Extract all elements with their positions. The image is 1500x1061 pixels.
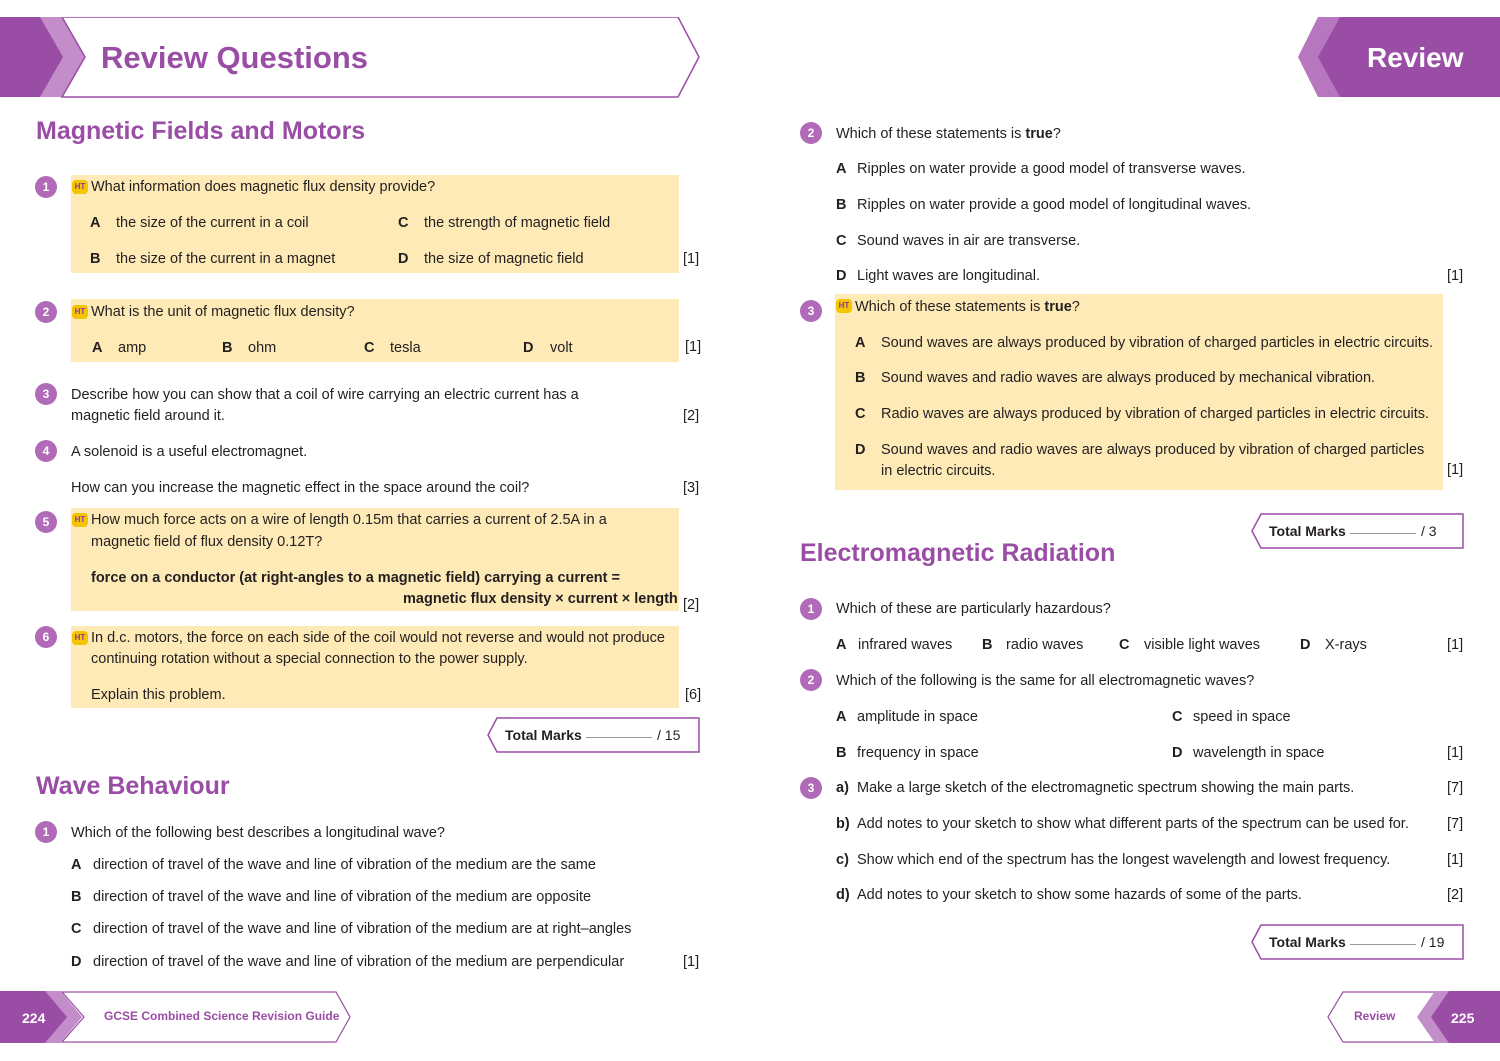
section-title-magnetic-fields: Magnetic Fields and Motors — [36, 117, 366, 145]
option-text: X-rays — [1325, 637, 1367, 653]
option-letter: D — [398, 251, 409, 267]
marks: [2] — [683, 408, 700, 424]
option-letter: B — [836, 197, 847, 213]
marks: [1] — [683, 954, 700, 970]
question-text: What information does magnetic flux density provide? — [91, 179, 436, 195]
book-title: GCSE Combined Science Revision Guide — [104, 1009, 340, 1023]
option-letter: c) — [836, 852, 849, 868]
option-text: direction of travel of the wave and line of vibration of the medium are perpendicular — [93, 954, 625, 970]
question-number: 5 — [35, 511, 57, 533]
question-text: Which of the following is the same for all electromagnetic waves? — [836, 673, 1255, 689]
marks: [1] — [683, 251, 700, 267]
option-text: amplitude in space — [857, 709, 978, 725]
option-letter: A — [855, 335, 866, 351]
option-letter: D — [836, 268, 847, 284]
option-letter: D — [855, 442, 866, 458]
formula-text: force on a conductor (at right-angles to a magnetic field) carrying a current = — [91, 570, 620, 586]
option-letter: C — [855, 406, 866, 422]
ht-badge-icon: HT — [72, 305, 88, 319]
total-marks-line — [586, 737, 652, 738]
option-letter: D — [523, 340, 534, 356]
option-letter: A — [836, 161, 847, 177]
option-letter: B — [855, 370, 866, 386]
option-letter: B — [71, 889, 82, 905]
option-text: frequency in space — [857, 745, 979, 761]
wb-q3-highlight — [835, 294, 1443, 490]
option-text: direction of travel of the wave and line of vibration of the medium are opposite — [93, 889, 592, 905]
question-text: Which of these statements is true? — [855, 299, 1080, 315]
question-number: 3 — [800, 300, 822, 322]
marks: [1] — [1447, 637, 1464, 653]
option-letter: d) — [836, 887, 850, 903]
option-letter: B — [982, 637, 993, 653]
total-marks-label: Total Marks — [1269, 934, 1346, 950]
option-text: Sound waves and radio waves are always produced by vibration of charged particles — [881, 442, 1425, 458]
question-text: Add notes to your sketch to show some hazards of some of the parts. — [857, 887, 1302, 903]
ht-badge-icon: HT — [836, 299, 852, 313]
right-header-title: Review — [1367, 42, 1464, 73]
question-number: 2 — [800, 122, 822, 144]
page-number: 224 — [22, 1010, 46, 1026]
question-text: Add notes to your sketch to show what different parts of the spectrum can be used for. — [857, 816, 1409, 832]
option-letter: D — [71, 954, 82, 970]
question-text: magnetic field around it. — [71, 408, 225, 424]
question-number: 1 — [35, 821, 57, 843]
option-text: amp — [118, 340, 147, 356]
question-number: 2 — [35, 301, 57, 323]
marks: [6] — [685, 687, 702, 703]
option-letter: B — [836, 745, 847, 761]
formula-text: magnetic flux density × current × length — [403, 591, 678, 607]
total-marks-label: Total Marks — [1269, 523, 1346, 539]
question-text: Explain this problem. — [91, 687, 226, 703]
total-marks-box — [1251, 924, 1464, 960]
option-letter: B — [222, 340, 233, 356]
option-text: Ripples on water provide a good model of longitudinal waves. — [857, 197, 1252, 213]
question-text: What is the unit of magnetic flux density? — [91, 304, 355, 320]
question-text: Describe how you can show that a coil of wire carrying an electric current has a — [71, 387, 579, 403]
question-number: 1 — [800, 598, 822, 620]
question-number: 3 — [800, 777, 822, 799]
question-text: How can you increase the magnetic effect in the space around the coil? — [71, 480, 530, 496]
total-marks-line — [1350, 944, 1416, 945]
option-letter: D — [1300, 637, 1311, 653]
total-marks-value: / 3 — [1421, 523, 1437, 539]
option-letter: A — [90, 215, 101, 231]
option-letter: D — [1172, 745, 1183, 761]
marks: [1] — [1447, 852, 1464, 868]
marks: [2] — [683, 597, 700, 613]
ht-badge-icon: HT — [72, 180, 88, 194]
total-marks-box — [487, 717, 700, 753]
option-text: the size of the current in a coil — [116, 215, 309, 231]
option-letter: a) — [836, 780, 849, 796]
option-text: volt — [550, 340, 573, 356]
question-number: 3 — [35, 383, 57, 405]
option-text: visible light waves — [1144, 637, 1261, 653]
option-letter: A — [836, 637, 847, 653]
option-text: Sound waves in air are transverse. — [857, 233, 1081, 249]
question-number: 6 — [35, 626, 57, 648]
ht-badge-icon: HT — [72, 631, 88, 645]
marks: [1] — [1447, 745, 1464, 761]
option-text: tesla — [390, 340, 421, 356]
option-letter: C — [1119, 637, 1130, 653]
marks: [1] — [1447, 268, 1464, 284]
ht-badge-icon: HT — [72, 513, 88, 527]
total-marks-value: / 15 — [657, 727, 681, 743]
option-text: radio waves — [1006, 637, 1084, 653]
marks: [3] — [683, 480, 700, 496]
option-text: the strength of magnetic field — [424, 215, 611, 231]
option-text: the size of magnetic field — [424, 251, 584, 267]
question-text: Which of these are particularly hazardous? — [836, 601, 1111, 617]
question-number: 4 — [35, 440, 57, 462]
option-letter: B — [90, 251, 101, 267]
question-text: continuing rotation without a special connection to the power supply. — [91, 651, 528, 667]
option-text: direction of travel of the wave and line of vibration of the medium are the same — [93, 857, 596, 873]
option-letter: C — [364, 340, 375, 356]
option-letter: A — [71, 857, 82, 873]
option-letter: C — [398, 215, 409, 231]
option-text: speed in space — [1193, 709, 1291, 725]
marks: [7] — [1447, 780, 1464, 796]
question-text: A solenoid is a useful electromagnet. — [71, 444, 308, 460]
total-marks-line — [1350, 533, 1416, 534]
section-title-electromagnetic-radiation: Electromagnetic Radiation — [800, 539, 1116, 567]
question-number: 2 — [800, 669, 822, 691]
page-title: Review Questions — [101, 40, 369, 75]
question-text: In d.c. motors, the force on each side of the coil would not reverse and would not produce — [91, 630, 665, 646]
option-text: Sound waves and radio waves are always produced by mechanical vibration. — [881, 370, 1376, 386]
footer-review-label: Review — [1354, 1009, 1396, 1023]
marks: [1] — [1447, 462, 1464, 478]
marks: [1] — [685, 339, 702, 355]
option-letter: A — [92, 340, 103, 356]
total-marks-box — [1251, 513, 1464, 549]
question-text: Which of these statements is true? — [836, 126, 1061, 142]
option-text: wavelength in space — [1193, 745, 1325, 761]
option-text: Radio waves are always produced by vibration of charged particles in electric circuits. — [881, 406, 1430, 422]
option-text: Ripples on water provide a good model of transverse waves. — [857, 161, 1246, 177]
page-number: 225 — [1451, 1010, 1475, 1026]
option-letter: b) — [836, 816, 850, 832]
option-letter: C — [71, 921, 82, 937]
option-text: Light waves are longitudinal. — [857, 268, 1040, 284]
question-number: 1 — [35, 176, 57, 198]
total-marks-value: / 19 — [1421, 934, 1445, 950]
total-marks-label: Total Marks — [505, 727, 582, 743]
option-letter: C — [836, 233, 847, 249]
question-text: How much force acts on a wire of length 0.15m that carries a current of 2.5A in a — [91, 512, 607, 528]
question-text: Make a large sketch of the electromagnetic spectrum showing the main parts. — [857, 780, 1355, 796]
option-text: infrared waves — [858, 637, 953, 653]
question-text: Show which end of the spectrum has the longest wavelength and lowest frequency. — [857, 852, 1391, 868]
option-text: ohm — [248, 340, 277, 356]
option-text: the size of the current in a magnet — [116, 251, 336, 267]
question-text: magnetic field of flux density 0.12T? — [91, 534, 323, 550]
section-title-wave-behaviour: Wave Behaviour — [36, 772, 230, 800]
option-text: Sound waves are always produced by vibration of charged particles in electric circuits. — [881, 335, 1434, 351]
option-text: in electric circuits. — [881, 463, 996, 479]
option-text: direction of travel of the wave and line of vibration of the medium are at right–angles — [93, 921, 632, 937]
marks: [7] — [1447, 816, 1464, 832]
option-letter: A — [836, 709, 847, 725]
marks: [2] — [1447, 887, 1464, 903]
question-text: Which of the following best describes a longitudinal wave? — [71, 825, 445, 841]
option-letter: C — [1172, 709, 1183, 725]
